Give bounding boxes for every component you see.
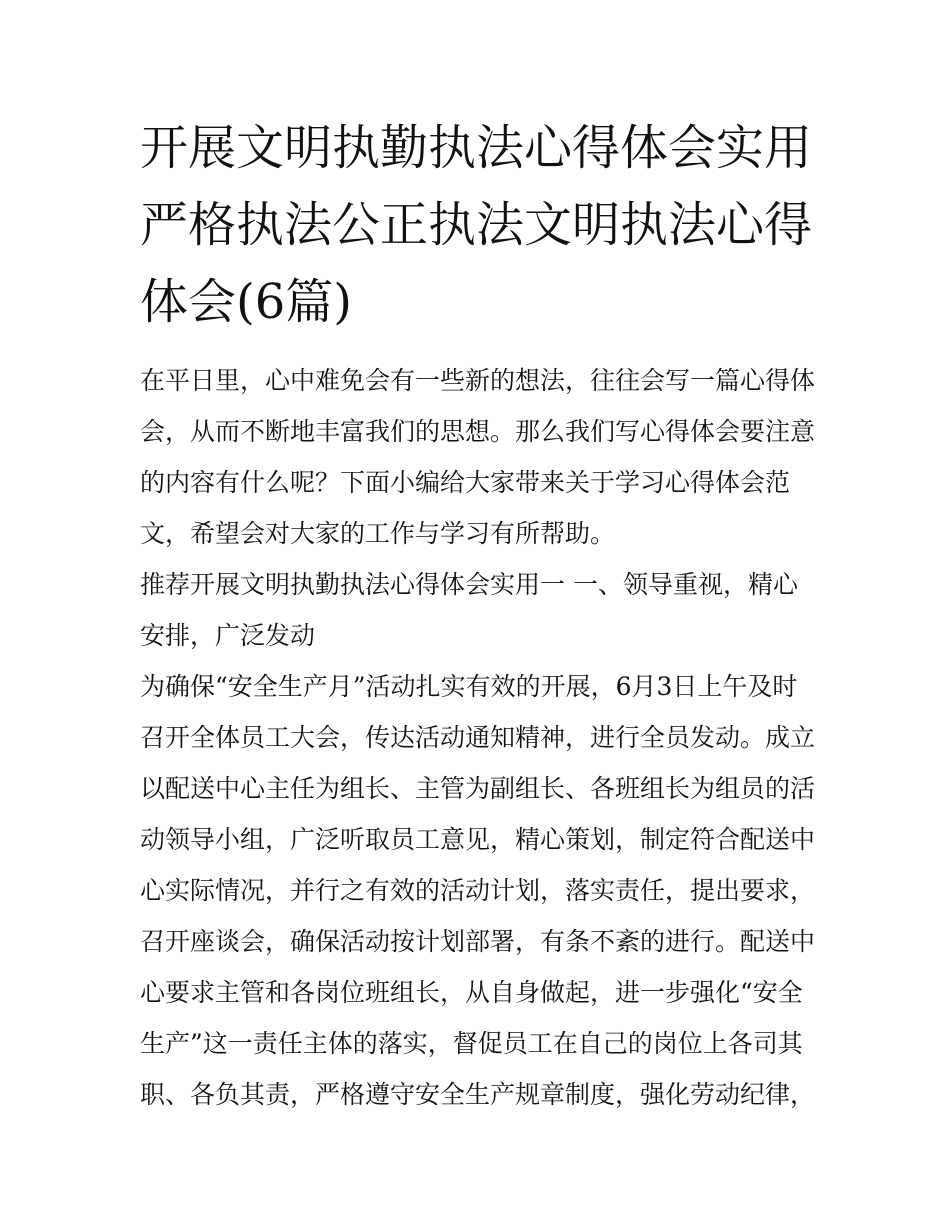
body-paragraph: 为确保“安全生产月”活动扎实有效的开展，6月3日上午及时召开全体员工大会，传达活动通知精神，进行全员发动。成立以配送中心主任为组长、主管为副组长、各班组长为组员的活动领导小组，广泛听取员工意见，精心策划，制定符合配送中心实际情况，并行之有效的活动计划，落实责任，提出要求，召开座谈会，确保活动按计划部署，有条不紊的进行。配送中心要求主管和各岗位班组长，从自身做起，进一步强化“安全生产”这一责任主体的落实，督促员工在自己的岗位上各司其职、各负其责，严格遵守安全生产规章制度，强化劳动纪律， [140, 672, 816, 1109]
intro-paragraph: 在平日里，心中难免会有一些新的想法，往往会写一篇心得体会，从而不断地丰富我们的思想。那么我们写心得体会要注意的内容有什么呢？下面小编给大家带来关于学习心得体会范文，希望会对大家的工作与学习有所帮助。 [140, 366, 816, 548]
document-body [140, 355, 820, 1120]
section-heading-paragraph: 推荐开展文明执勤执法心得体会实用一 一、领导重视，精心安排，广泛发动 [140, 570, 798, 650]
document-title: 开展文明执勤执法心得体会实用 严格执法公正执法文明执法心得体会(6篇) [140, 120, 813, 330]
